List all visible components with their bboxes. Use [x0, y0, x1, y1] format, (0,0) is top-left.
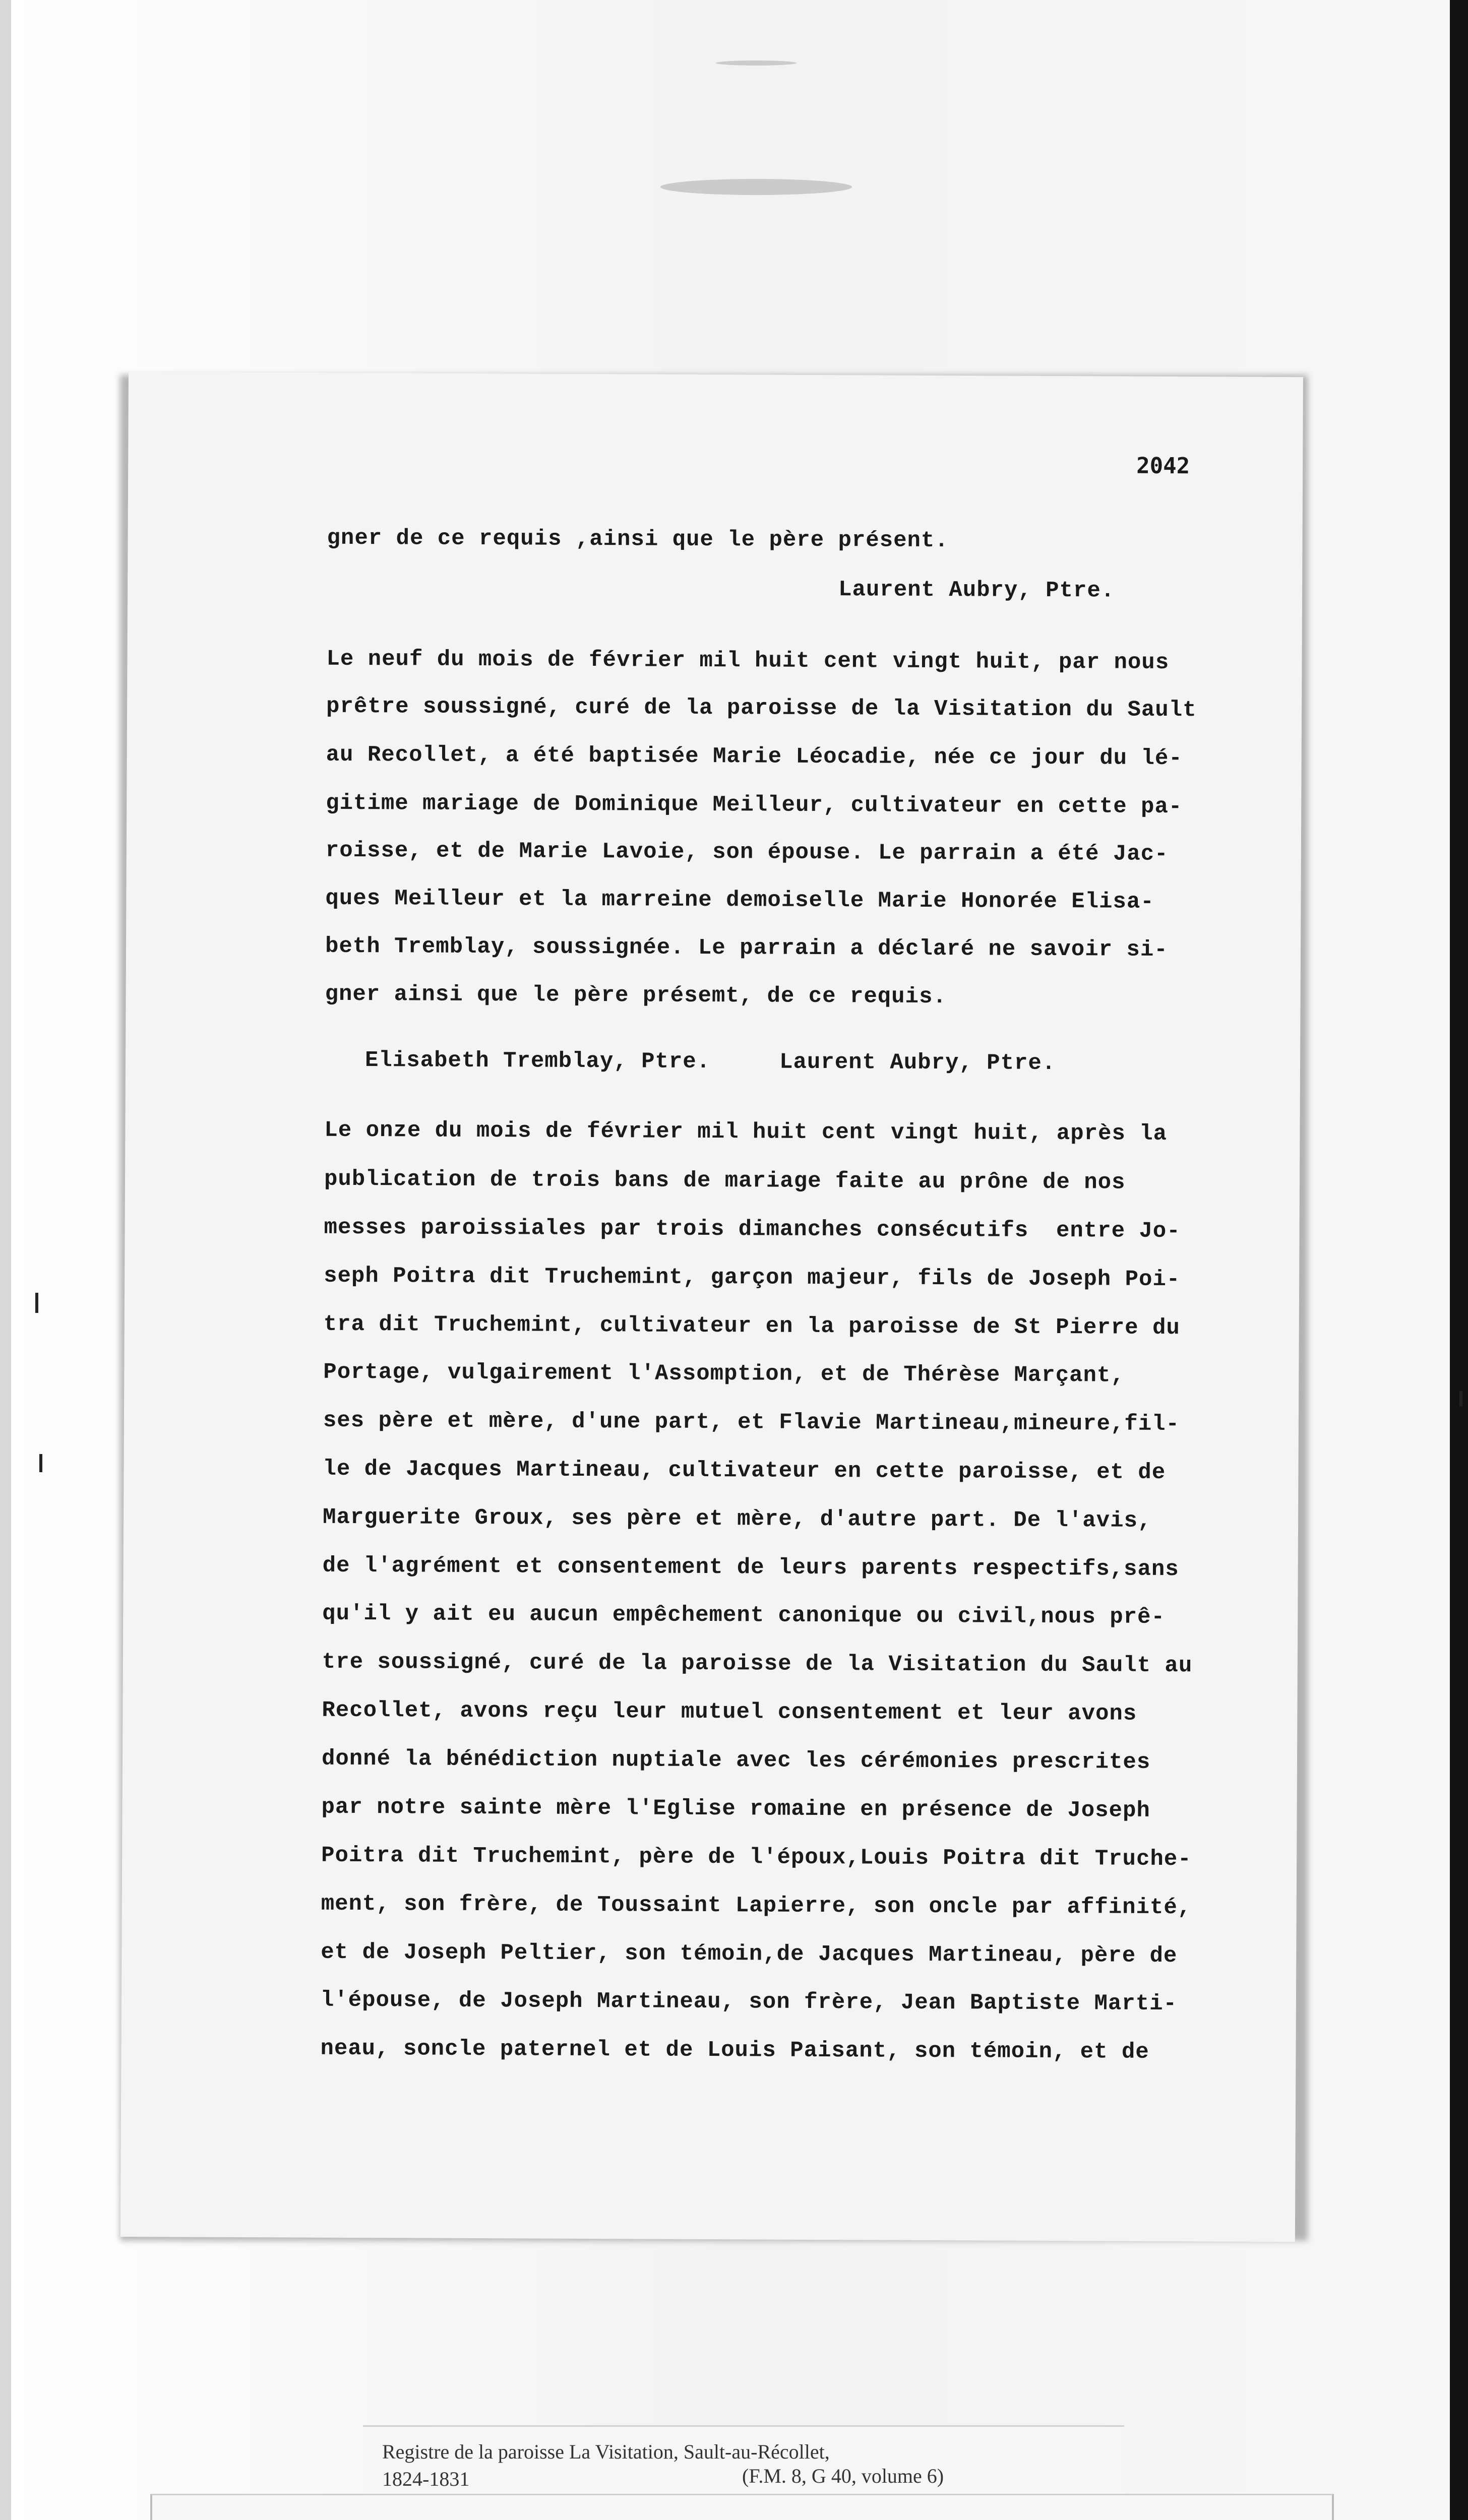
text-line: gner ainsi que le père présemt, de ce requis.	[325, 981, 947, 1010]
text-line: Portage, vulgairement l'Assomption, et de Thérèse Marçant,	[323, 1359, 1125, 1389]
catalog-years: 1824-1831	[382, 2468, 470, 2490]
text-line: ment, son frère, de Toussaint Lapierre, son oncle par affinité,	[321, 1891, 1192, 1921]
text-line: tra dit Truchemint, cultivateur en la paroisse de St Pierre du	[323, 1311, 1180, 1341]
text-line: de l'agrément et consentement de leurs parents respectifs,sans	[322, 1553, 1179, 1583]
text-line: Le neuf du mois de février mil huit cent vingt huit, par nous	[326, 646, 1170, 676]
text-line: Le onze du mois de février mil huit cent vingt huit, après la	[324, 1117, 1168, 1147]
text-line: par notre sainte mère l'Eglise romaine en présence de Joseph	[321, 1794, 1150, 1823]
text-line: seph Poitra dit Truchemint, garçon majeur, fils de Joseph Poi-	[324, 1263, 1181, 1293]
catalog-title: Registre de la paroisse La Visitation, Sault-au-Récollet,	[382, 2440, 830, 2463]
text-line: messes paroissiales par trois dimanches consécutifs entre Jo-	[324, 1215, 1181, 1244]
text-line: le de Jacques Martineau, cultivateur en cette paroisse, et de	[323, 1456, 1166, 1485]
film-edge-left	[0, 0, 11, 2520]
text-line: l'épouse, de Joseph Martineau, son frère, Jean Baptiste Marti-	[320, 1987, 1178, 2017]
text-line: Marguerite Groux, ses père et mère, d'autre part. De l'avis,	[322, 1504, 1152, 1534]
typed-register-page	[120, 372, 1303, 2242]
film-mark	[39, 1454, 42, 1472]
page-number: 2042	[1136, 453, 1190, 479]
archives-stamp	[150, 2494, 1334, 2520]
text-line: neau, soncle paternel et de Louis Paisant, son témoin, et de	[320, 2036, 1149, 2065]
catalog-reference-card	[363, 2425, 1124, 2498]
text-line: Recollet, avons reçu leur mutuel consentement et leur avons	[322, 1697, 1137, 1727]
text-line: prêtre soussigné, curé de la paroisse de la Visitation du Sault	[326, 694, 1197, 723]
film-mark	[1459, 1391, 1462, 1406]
text-line: donné la bénédiction nuptiale avec les cérémonies prescrites	[321, 1746, 1151, 1775]
text-line: gner de ce requis ,ainsi que le père présent.	[327, 525, 949, 554]
text-line: publication de trois bans de mariage faite au prône de nos	[324, 1166, 1126, 1195]
film-mark	[35, 1293, 38, 1313]
text-line: ses père et mère, d'une part, et Flavie Martineau,mineure,fil-	[323, 1408, 1180, 1437]
text-line: Poitra dit Truchemint, père de l'époux,Louis Poitra dit Truche-	[321, 1843, 1192, 1872]
dust-smudge	[660, 179, 852, 195]
text-line: qu'il y ait eu aucun empêchement canonique ou civil,nous prê-	[322, 1601, 1166, 1630]
text-line: beth Tremblay, soussignée. Le parrain a déclaré ne savoir si-	[325, 933, 1168, 963]
text-line: tre soussigné, curé de la paroisse de la Visitation du Sault au	[322, 1649, 1193, 1679]
film-edge-right	[1450, 0, 1468, 2520]
signature-line: Laurent Aubry, Ptre.	[838, 577, 1115, 604]
catalog-reference: (F.M. 8, G 40, volume 6)	[742, 2465, 944, 2487]
text-line: roisse, et de Marie Lavoie, son épouse. Le parrain a été Jac-	[325, 838, 1169, 867]
text-line: et de Joseph Peltier, son témoin,de Jacques Martineau, père de	[321, 1939, 1178, 1969]
text-line: au Recollet, a été baptisée Marie Léocadie, née ce jour du lé-	[326, 742, 1183, 772]
text-line: gitime mariage de Dominique Meilleur, cultivateur en cette pa-	[326, 790, 1183, 820]
signature-line: Elisabeth Tremblay, Ptre. Laurent Aubry, Ptre.	[364, 1048, 1056, 1077]
dust-smudge	[716, 60, 797, 66]
text-line: ques Meilleur et la marreine demoiselle Marie Honorée Elisa-	[325, 886, 1154, 915]
